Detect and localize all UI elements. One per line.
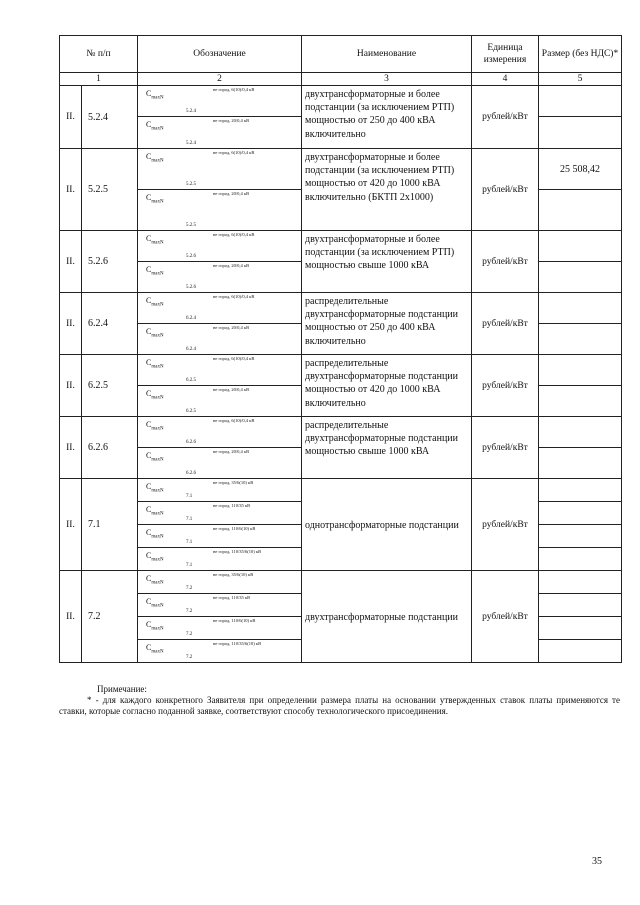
designation-index: 5.2.4	[186, 141, 196, 146]
value-cell	[539, 190, 622, 231]
header-name: Наименование	[302, 36, 472, 73]
designation-index: 6.2.6	[186, 471, 196, 476]
designation-symbol: $C_{maxN}$	[146, 358, 164, 370]
table-row	[60, 479, 622, 502]
designation-cell	[138, 231, 302, 262]
header-num: № п/п	[60, 36, 138, 73]
section-cell: II.	[60, 355, 82, 417]
col-number-5: 5	[539, 73, 622, 86]
code-cell: 6.2.4	[82, 293, 138, 355]
table-row	[60, 571, 622, 594]
designation-cell	[138, 479, 302, 502]
designation-cell	[138, 149, 302, 190]
col-number-3: 3	[302, 73, 472, 86]
value-cell	[539, 262, 622, 293]
value-cell	[539, 324, 622, 355]
value-cell	[539, 417, 622, 448]
designation-symbol: $C_{maxN}$	[146, 451, 164, 463]
unit-cell: рублей/кВт	[472, 231, 539, 293]
footnote-text: * - для каждого конкретного Заявителя при определении размера платы на основании утвержденных ставок платы применяются те ставки, которые согласно поданной заявке, соответствуют способу технологического присоединения.	[59, 695, 620, 716]
code-cell: 6.2.6	[82, 417, 138, 479]
designation-symbol: $C_{maxN}$	[146, 597, 164, 609]
designation-note: не город, 6(10)/0,4 кВ	[213, 232, 255, 237]
designation-index: 6.2.4	[186, 316, 196, 321]
name-cell: двухтрансформаторные и более подстанции (за исключением РТП) мощностью от 250 до 400 кВА включительно	[302, 86, 472, 149]
value-cell	[539, 617, 622, 640]
name-cell: распределительные двухтрансформаторные подстанции мощностью от 250 до 400 кВА включительно	[302, 293, 472, 355]
value-cell	[539, 86, 622, 117]
section-cell: II.	[60, 231, 82, 293]
designation-cell	[138, 571, 302, 594]
value-cell	[539, 571, 622, 594]
code-cell: 5.2.4	[82, 86, 138, 149]
designation-cell	[138, 86, 302, 117]
code-cell: 7.1	[82, 479, 138, 571]
section-cell: II.	[60, 479, 82, 571]
designation-symbol: $C_{maxN}$	[146, 420, 164, 432]
designation-index: 5.2.4	[186, 109, 196, 114]
unit-cell: рублей/кВт	[472, 571, 539, 663]
designation-symbol: $C_{maxN}$	[146, 234, 164, 246]
designation-cell	[138, 117, 302, 149]
value-cell	[539, 479, 622, 502]
designation-symbol: $C_{maxN}$	[146, 620, 164, 632]
header-size: Размер (без НДС)*	[539, 36, 622, 73]
value-cell	[539, 386, 622, 417]
designation-cell	[138, 355, 302, 386]
designation-cell	[138, 448, 302, 479]
designation-index: 7.2	[186, 632, 193, 637]
designation-note: не город, 20/0,4 кВ	[213, 118, 250, 123]
designation-cell	[138, 324, 302, 355]
value-cell	[539, 548, 622, 571]
designation-symbol: $C_{maxN}$	[146, 193, 164, 205]
footnote-title: Примечание:	[97, 684, 147, 694]
designation-symbol: $C_{maxN}$	[146, 120, 164, 132]
col-number-1: 1	[60, 73, 138, 86]
value-cell	[539, 525, 622, 548]
section-cell: II.	[60, 149, 82, 231]
name-cell: распределительные двухтрансформаторные подстанции мощностью от 420 до 1000 кВА включительно	[302, 355, 472, 417]
designation-cell	[138, 525, 302, 548]
name-cell: двухтрансформаторные и более подстанции (за исключением РТП) мощностью свыше 1000 кВА	[302, 231, 472, 293]
designation-note: не город, 110/6(10) кВ	[213, 618, 256, 623]
value-cell	[539, 231, 622, 262]
unit-cell: рублей/кВт	[472, 355, 539, 417]
section-cell: II.	[60, 417, 82, 479]
designation-note: не город, 110/35 кВ	[213, 595, 251, 600]
header-unit: Единица измерения	[472, 36, 539, 73]
designation-note: не город, 110/35/6(10) кВ	[213, 641, 262, 646]
designation-symbol: $C_{maxN}$	[146, 89, 164, 101]
name-cell: однотрансформаторные подстанции	[302, 479, 472, 571]
unit-cell: рублей/кВт	[472, 293, 539, 355]
value-cell	[539, 448, 622, 479]
tariff-table	[59, 35, 622, 663]
designation-note: не город, 6(10)/0,4 кВ	[213, 294, 255, 299]
designation-index: 7.1	[186, 540, 193, 545]
designation-index: 6.2.6	[186, 440, 196, 445]
table-row	[60, 355, 622, 386]
designation-symbol: $C_{maxN}$	[146, 296, 164, 308]
designation-note: не город, 110/35 кВ	[213, 503, 251, 508]
designation-index: 6.2.5	[186, 378, 196, 383]
section-cell: II.	[60, 571, 82, 663]
value-cell: 25 508,42	[539, 149, 622, 190]
table-row	[60, 293, 622, 324]
designation-note: не город, 6(10)/0,4 кВ	[213, 418, 255, 423]
designation-index: 7.2	[186, 609, 193, 614]
unit-cell: рублей/кВт	[472, 417, 539, 479]
designation-index: 7.1	[186, 517, 193, 522]
designation-note: не город, 20/0,4 кВ	[213, 263, 250, 268]
col-number-4: 4	[472, 73, 539, 86]
code-cell: 5.2.5	[82, 149, 138, 231]
unit-cell: рублей/кВт	[472, 479, 539, 571]
designation-note: не город, 6(10)/0,4 кВ	[213, 356, 255, 361]
designation-symbol: $C_{maxN}$	[146, 482, 164, 494]
value-cell	[539, 355, 622, 386]
designation-index: 5.2.5	[186, 182, 196, 187]
designation-note: не город, 20/0,4 кВ	[213, 387, 250, 392]
designation-note: не город, 20/0,4 кВ	[213, 449, 250, 454]
code-cell: 6.2.5	[82, 355, 138, 417]
designation-index: 5.2.6	[186, 285, 196, 290]
designation-index: 6.2.4	[186, 347, 196, 352]
name-cell: распределительные двухтрансформаторные подстанции мощностью свыше 1000 кВА	[302, 417, 472, 479]
table-row	[60, 149, 622, 190]
table-body	[60, 86, 622, 663]
value-cell	[539, 293, 622, 324]
designation-symbol: $C_{maxN}$	[146, 152, 164, 164]
name-cell: двухтрансформаторные и более подстанции (за исключением РТП) мощностью от 420 до 1000 кВА включительно (БКТП 2х1000)	[302, 149, 472, 231]
designation-index: 7.2	[186, 655, 193, 660]
designation-symbol: $C_{maxN}$	[146, 574, 164, 586]
footnote	[59, 684, 620, 717]
unit-cell: рублей/кВт	[472, 149, 539, 231]
designation-cell	[138, 594, 302, 617]
designation-symbol: $C_{maxN}$	[146, 528, 164, 540]
designation-index: 5.2.6	[186, 254, 196, 259]
designation-cell	[138, 502, 302, 525]
designation-symbol: $C_{maxN}$	[146, 265, 164, 277]
designation-note: не город, 6(10)/0,4 кВ	[213, 150, 255, 155]
value-cell	[539, 594, 622, 617]
designation-cell	[138, 640, 302, 663]
col-number-2: 2	[138, 73, 302, 86]
designation-cell	[138, 190, 302, 231]
code-cell: 5.2.6	[82, 231, 138, 293]
designation-note: не город, 35/6(10) кВ	[213, 480, 254, 485]
designation-note: не город, 20/0,4 кВ	[213, 191, 250, 196]
designation-note: не город, 110/35/6(10) кВ	[213, 549, 262, 554]
value-cell	[539, 502, 622, 525]
designation-note: не город, 110/6(10) кВ	[213, 526, 256, 531]
name-cell: двухтрансформаторные подстанции	[302, 571, 472, 663]
designation-index: 7.2	[186, 586, 193, 591]
section-cell: II.	[60, 293, 82, 355]
designation-cell	[138, 548, 302, 571]
designation-cell	[138, 386, 302, 417]
designation-index: 7.1	[186, 563, 193, 568]
page-number: 35	[592, 856, 602, 867]
table-row	[60, 231, 622, 262]
designation-index: 6.2.5	[186, 409, 196, 414]
header-designation: Обозначение	[138, 36, 302, 73]
unit-cell: рублей/кВт	[472, 86, 539, 149]
table-row	[60, 417, 622, 448]
designation-index: 7.1	[186, 494, 193, 499]
section-cell: II.	[60, 86, 82, 149]
designation-symbol: $C_{maxN}$	[146, 643, 164, 655]
table-row	[60, 86, 622, 117]
value-cell	[539, 117, 622, 149]
designation-symbol: $C_{maxN}$	[146, 551, 164, 563]
designation-note: не город, 35/6(10) кВ	[213, 572, 254, 577]
designation-cell	[138, 262, 302, 293]
value-cell	[539, 640, 622, 663]
designation-cell	[138, 417, 302, 448]
designation-index: 5.2.5	[186, 223, 196, 228]
designation-symbol: $C_{maxN}$	[146, 327, 164, 339]
designation-cell	[138, 293, 302, 324]
designation-note: не город, 6(10)/0,4 кВ	[213, 87, 255, 92]
designation-symbol: $C_{maxN}$	[146, 389, 164, 401]
designation-note: не город, 20/0,4 кВ	[213, 325, 250, 330]
code-cell: 7.2	[82, 571, 138, 663]
designation-symbol: $C_{maxN}$	[146, 505, 164, 517]
designation-cell	[138, 617, 302, 640]
